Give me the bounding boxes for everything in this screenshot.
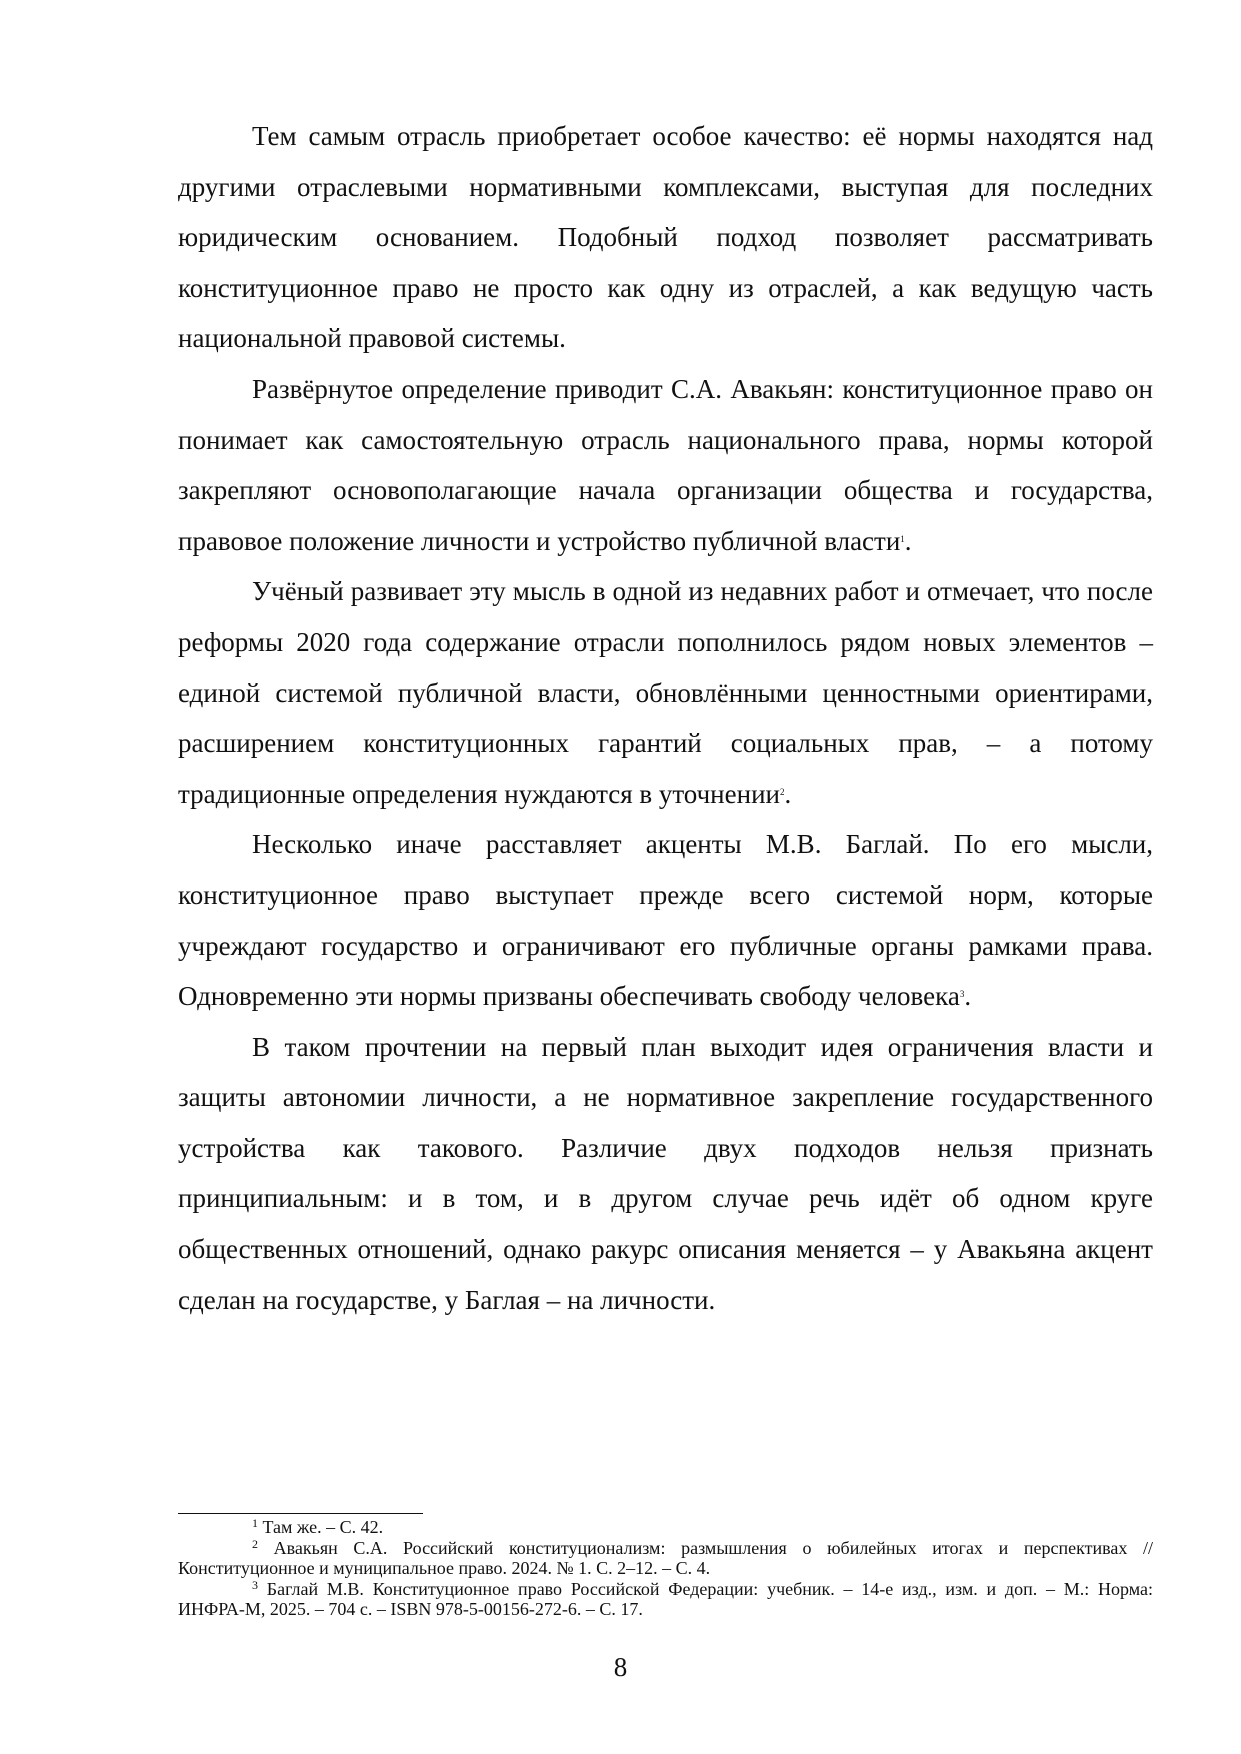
main-text	[178, 111, 1153, 1325]
footnote-text: Авакьян С.А. Российский конституционализм: размышления о юбилейных итогах и перспективах // Конституционное и муниципальное право. 2024. № 1. С. 2–12. – С. 4.	[178, 1537, 1153, 1578]
paragraph-text: Учёный развивает эту мысль в одной из недавних работ и отмечает, что после реформы 2020 года содержание отрасли пополнилось рядом новых элементов – единой системой публичной власти, обновлёнными ценностными ориентирами, расширением конституционных гарантий социальных прав, – а потому традиционные определения нуждаются в уточнении	[178, 576, 1153, 809]
footnotes	[178, 1517, 1153, 1620]
paragraph-punctuation: .	[904, 525, 912, 556]
paragraph-text: Развёрнутое определение приводит С.А. Авакьян: конституционное право он понимает как самостоятельную отрасль национального права, нормы которой закрепляют основополагающие начала организации общества и государства, правовое положение личности и устройство публичной власти	[178, 373, 1153, 556]
page-number: 8	[613, 1652, 628, 1682]
paragraph	[178, 364, 1153, 566]
footnote	[178, 1579, 1153, 1620]
footnote-text: Баглай М.В. Конституционное право Российской Федерации: учебник. – 14-е изд., изм. и доп. – М.: Норма: ИНФРА-М, 2025. – 704 с. – ISBN 978-5-00156-272-6. – С. 17.	[178, 1578, 1153, 1619]
footnote-mark: 3	[252, 1577, 258, 1592]
footnote-text: Там же. – С. 42.	[258, 1517, 384, 1537]
footnote-separator	[178, 1513, 423, 1514]
paragraph	[178, 566, 1153, 819]
footnote-reference[interactable]: 2	[779, 786, 785, 797]
paragraph	[178, 111, 1153, 364]
paragraph	[178, 819, 1153, 1021]
paragraph-punctuation: .	[784, 778, 792, 809]
paragraph-text: Несколько иначе расставляет акценты М.В. Баглай. По его мысли, конституционное право выступает прежде всего системой норм, которые учреждают государство и ограничивают его публичные органы рамками права. Одновременно эти нормы призваны обеспечивать свободу человека	[178, 829, 1153, 1012]
paragraph	[178, 1022, 1153, 1326]
footnote-reference[interactable]: 3	[959, 989, 965, 1000]
paragraph-text: В таком прочтении на первый план выходит идея ограничения власти и защиты автономии личности, а не нормативное закрепление государственного устройства как такового. Различие двух подходов нельзя признать принципиальным: и в том, и в другом случае речь идёт об одном круге общественных отношений, однако ракурс описания меняется – у Авакьяна акцент сделан на государстве, у Баглая – на личности.	[178, 1031, 1153, 1315]
footnote-mark: 2	[252, 1536, 258, 1551]
paragraph-text: Тем самым отрасль приобретает особое качество: её нормы находятся над другими отраслевыми нормативными комплексами, выступая для последних юридическим основанием. Подобный подход позволяет рассматривать конституционное право не просто как одну из отраслей, а как ведущую часть национальной правовой системы.	[178, 121, 1153, 354]
footnote	[178, 1517, 1153, 1538]
footnote	[178, 1538, 1153, 1579]
footnote-reference[interactable]: 1	[900, 533, 905, 544]
paragraph-punctuation: .	[964, 981, 972, 1012]
footnote-mark: 1	[252, 1516, 258, 1530]
